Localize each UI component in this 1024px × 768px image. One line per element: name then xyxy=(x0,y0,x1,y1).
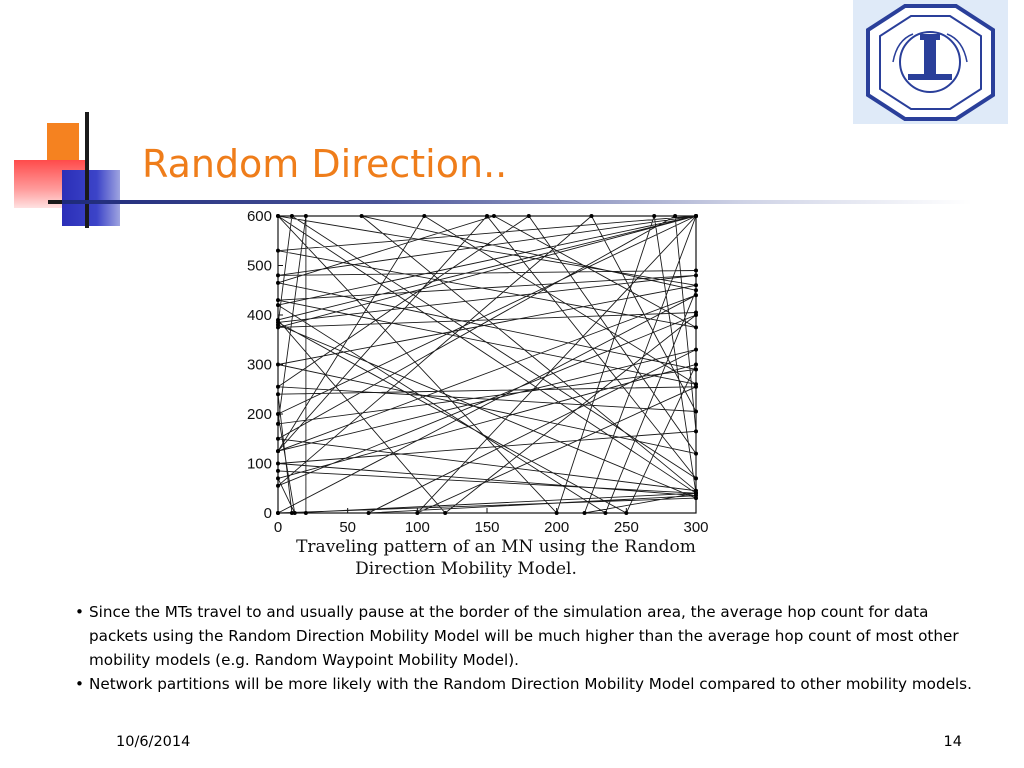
waypoint-marker xyxy=(276,437,280,441)
waypoint-marker xyxy=(603,511,607,515)
waypoint-marker xyxy=(694,429,698,433)
waypoint-marker xyxy=(694,410,698,414)
waypoint-marker xyxy=(276,511,280,515)
waypoint-marker xyxy=(276,273,280,277)
y-tick-label: 500 xyxy=(246,257,272,275)
slide-title: Random Direction.. xyxy=(142,142,508,186)
waypoint-marker xyxy=(276,281,280,285)
waypoint-marker xyxy=(624,511,628,515)
bullet-marker: • xyxy=(75,675,84,693)
x-tick-label: 50 xyxy=(339,519,357,536)
waypoint-marker xyxy=(276,422,280,426)
waypoint-marker xyxy=(422,214,426,218)
waypoint-marker xyxy=(694,311,698,315)
waypoint-marker xyxy=(276,303,280,307)
waypoint-marker xyxy=(304,511,308,515)
waypoint-marker xyxy=(555,511,559,515)
y-tick-label: 100 xyxy=(246,455,272,473)
waypoint-marker xyxy=(360,214,364,218)
waypoint-marker xyxy=(276,476,280,480)
university-logo xyxy=(853,0,1008,124)
waypoint-marker xyxy=(694,293,698,297)
waypoint-marker xyxy=(276,469,280,473)
waypoint-marker xyxy=(583,511,587,515)
waypoint-marker xyxy=(694,283,698,287)
waypoint-marker xyxy=(694,268,698,272)
waypoint-marker xyxy=(276,214,280,218)
x-tick-label: 100 xyxy=(404,519,430,536)
waypoint-marker xyxy=(276,320,280,324)
y-tick-label: 0 xyxy=(263,505,272,522)
waypoint-marker xyxy=(443,511,447,515)
waypoint-marker xyxy=(276,449,280,453)
y-tick-label: 400 xyxy=(246,307,272,324)
y-tick-label: 300 xyxy=(246,356,272,374)
waypoint-marker xyxy=(694,363,698,367)
accent-vertical-line xyxy=(85,112,89,228)
bullet-text: Network partitions will be more likely with the Random Direction Mobility Model compared to other mobility models. xyxy=(89,675,972,693)
waypoint-marker xyxy=(276,249,280,253)
bullet-item xyxy=(75,600,975,672)
figure-caption-line-1: Traveling pattern of an MN using the Random xyxy=(296,537,696,557)
waypoint-marker xyxy=(694,367,698,371)
waypoint-marker xyxy=(485,214,489,218)
waypoint-marker xyxy=(276,484,280,488)
bullet-marker: • xyxy=(75,603,84,621)
chart-figure xyxy=(236,203,716,583)
waypoint-marker xyxy=(276,462,280,466)
waypoint-marker xyxy=(367,511,371,515)
figure-caption-line-2: Direction Mobility Model. xyxy=(355,559,577,579)
footer-date: 10/6/2014 xyxy=(116,734,191,750)
waypoint-marker xyxy=(293,511,297,515)
waypoint-marker xyxy=(304,214,308,218)
waypoint-marker xyxy=(590,214,594,218)
waypoint-marker xyxy=(276,412,280,416)
waypoint-marker xyxy=(415,511,419,515)
x-tick-label: 0 xyxy=(273,519,283,536)
waypoint-marker xyxy=(276,363,280,367)
waypoint-marker xyxy=(694,491,698,495)
waypoint-marker xyxy=(527,214,531,218)
waypoint-marker xyxy=(276,392,280,396)
university-seal-icon xyxy=(853,0,1008,124)
waypoint-marker xyxy=(290,214,294,218)
trajectory-plot xyxy=(236,203,716,583)
page-number: 14 xyxy=(943,734,962,750)
waypoint-marker xyxy=(492,214,496,218)
y-tick-label: 600 xyxy=(246,208,272,225)
waypoint-marker xyxy=(694,348,698,352)
x-tick-label: 250 xyxy=(613,519,639,536)
waypoint-marker xyxy=(276,298,280,302)
waypoint-marker xyxy=(694,214,698,218)
waypoint-marker xyxy=(694,288,698,292)
x-tick-label: 300 xyxy=(683,519,709,536)
waypoint-marker xyxy=(694,273,698,277)
waypoint-marker xyxy=(694,476,698,480)
x-tick-label: 200 xyxy=(544,519,570,536)
waypoint-marker xyxy=(276,325,280,329)
waypoint-marker xyxy=(276,385,280,389)
waypoint-marker xyxy=(694,452,698,456)
waypoint-marker xyxy=(652,214,656,218)
bullet-text: Since the MTs travel to and usually pause at the border of the simulation area, the average hop count for data packets using the Random Direction Mobility Model will be much higher than the average hop count of most other mobility models (e.g. Random Waypoint Mobility Model). xyxy=(89,603,959,669)
waypoint-marker xyxy=(673,214,677,218)
waypoint-marker xyxy=(694,382,698,386)
bullet-item xyxy=(75,672,975,696)
y-tick-label: 200 xyxy=(246,406,272,423)
bullet-list xyxy=(75,600,975,696)
accent-blue-block xyxy=(62,170,120,226)
x-tick-label: 150 xyxy=(474,519,500,536)
waypoint-marker xyxy=(694,325,698,329)
waypoint-marker xyxy=(694,496,698,500)
